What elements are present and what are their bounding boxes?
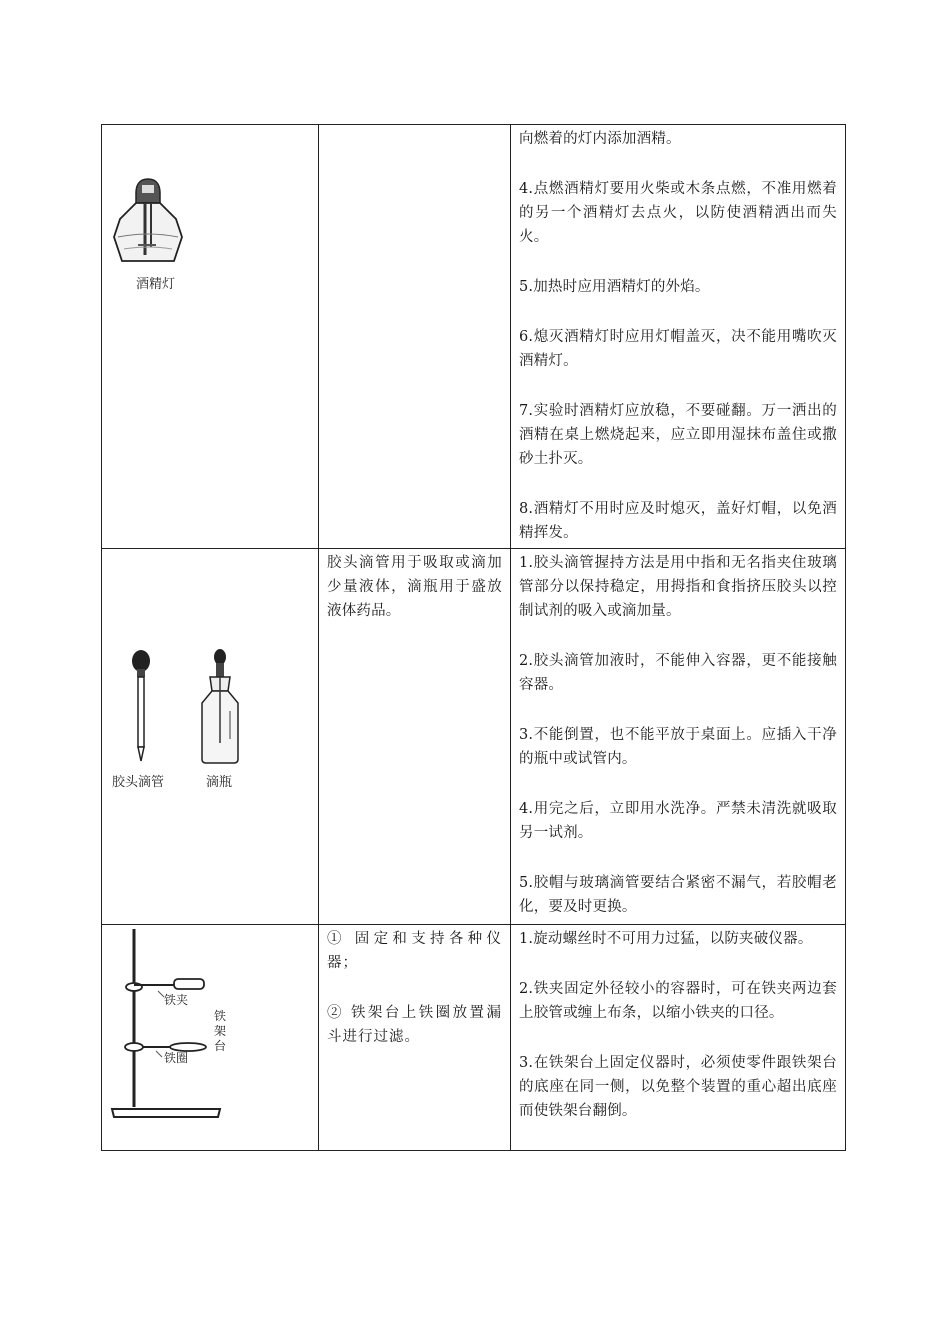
table-row — [102, 549, 846, 925]
note-text: 1.胶头滴管握持方法是用中指和无名指夹住玻璃管部分以保持稳定，用拇指和食指挤压胶头以控制试剂的吸入或滴加量。 — [519, 555, 837, 619]
note-text: 4.点燃酒精灯要用火柴或木条点燃，不准用燃着的另一个酒精灯去点火，以防使酒精洒出而失火。 — [519, 181, 837, 245]
alcohol-lamp-icon — [108, 175, 188, 275]
ring-caption: 铁圈 — [164, 1051, 189, 1065]
note-text: 向燃着的灯内添加酒精。 — [519, 131, 681, 147]
note-text: 2.铁夹固定外径较小的容器时，可在铁夹两边套上胶管或缠上布条，以缩小铁夹的口径。 — [519, 981, 837, 1021]
lamp-caption: 酒精灯 — [136, 277, 176, 292]
use-text: ① 固定和支持各种仪器； — [327, 931, 502, 971]
note-text: 4.用完之后，立即用水洗净。严禁未清洗就吸取另一试剂。 — [519, 801, 837, 841]
apparatus-table — [101, 124, 846, 1151]
note-text: 3.不能倒置，也不能平放于桌面上。应插入干净的瓶中或试管内。 — [519, 727, 837, 767]
note-text: 3.在铁架台上固定仪器时，必须使零件跟铁架台的底座在同一侧，以免整个装置的重心超出底座而使铁架台翻倒。 — [519, 1055, 837, 1119]
note-text: 5.加热时应用酒精灯的外焰。 — [519, 279, 710, 295]
table-row — [102, 925, 846, 1151]
use-cell — [319, 925, 511, 1151]
dropper-icon — [126, 647, 156, 765]
figure-cell — [102, 925, 319, 1151]
notes-cell — [511, 549, 846, 925]
table-row — [102, 125, 846, 549]
notes-cell — [511, 125, 846, 549]
use-text: ② 铁架台上铁圈放置漏斗进行过滤。 — [327, 1005, 502, 1045]
stand-caption: 铁架台 — [214, 1009, 227, 1053]
notes-cell — [511, 925, 846, 1151]
note-text: 8.酒精灯不用时应及时熄灭，盖好灯帽，以免酒精挥发。 — [519, 501, 837, 541]
note-text: 6.熄灭酒精灯时应用灯帽盖灭，决不能用嘴吹灭酒精灯。 — [519, 329, 837, 369]
note-text: 7.实验时酒精灯应放稳，不要碰翻。万一洒出的酒精在桌上燃烧起来，应立即用湿抹布盖住或撒砂土扑灭。 — [519, 403, 837, 467]
iron-stand-icon — [110, 927, 230, 1123]
bottle-caption: 滴瓶 — [206, 775, 233, 790]
dropping-bottle-icon — [196, 647, 244, 767]
use-cell — [319, 125, 511, 549]
figure-cell — [102, 125, 319, 549]
figure-cell — [102, 549, 319, 925]
note-text: 1.旋动螺丝时不可用力过猛，以防夹破仪器。 — [519, 931, 813, 947]
note-text: 5.胶帽与玻璃滴管要结合紧密不漏气，若胶帽老化，要及时更换。 — [519, 875, 837, 915]
note-text: 2.胶头滴管加液时，不能伸入容器，更不能接触容器。 — [519, 653, 837, 693]
dropper-caption: 胶头滴管 — [112, 775, 165, 790]
use-text: 胶头滴管用于吸取或滴加少量液体，滴瓶用于盛放液体药品。 — [327, 555, 502, 619]
clamp-caption: 铁夹 — [164, 993, 189, 1007]
use-cell — [319, 549, 511, 925]
